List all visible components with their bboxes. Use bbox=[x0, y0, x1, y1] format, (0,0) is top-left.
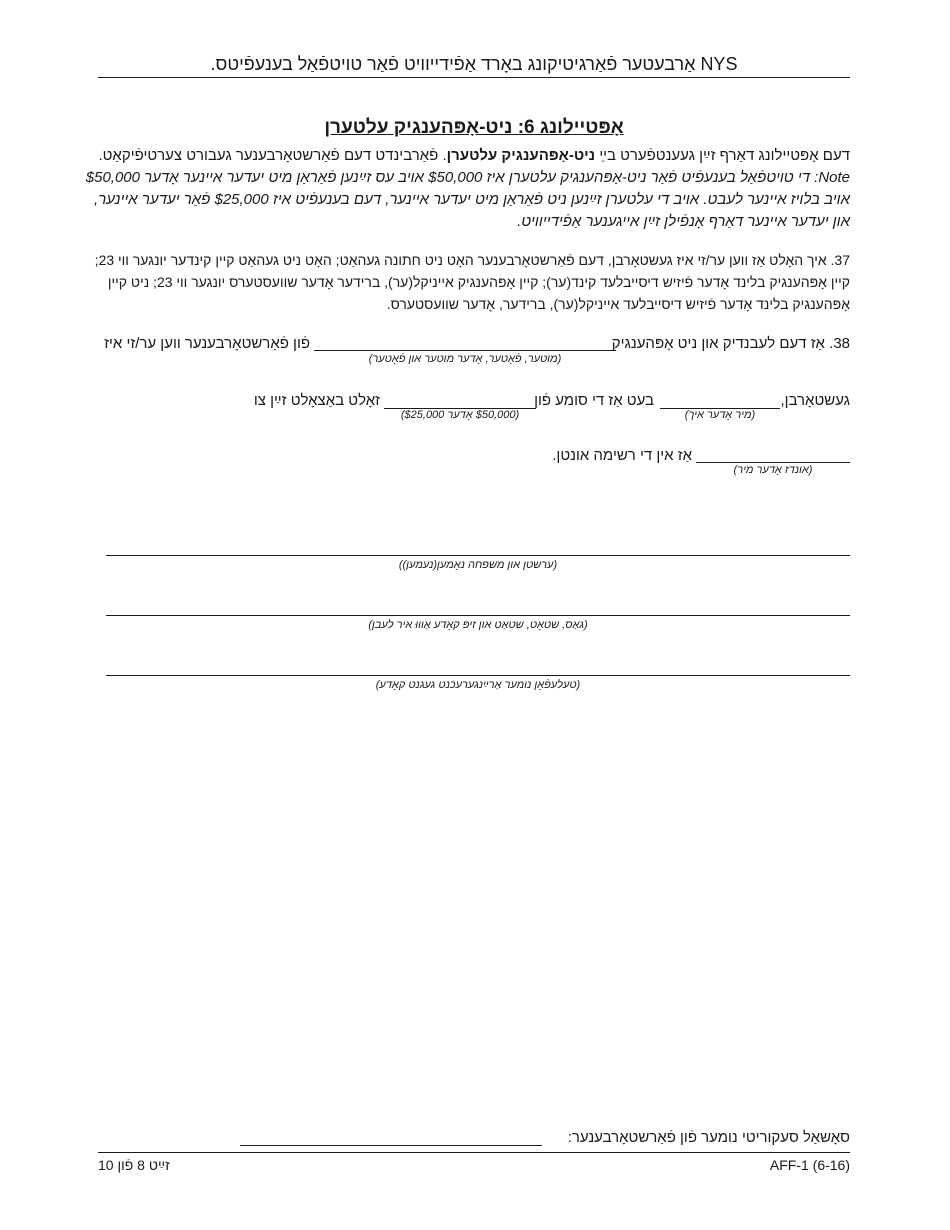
q38-after-parent: פֿון פֿאַרשטאָרבענער ווען ער/זי איז bbox=[104, 335, 310, 352]
ssn-label: סאָשאַל סעקוריטי נומער פֿון פֿאַרשטאָרבענער: bbox=[567, 1129, 850, 1146]
name-caption: (ערשטן און משפחה נאָמען(נעמען)) bbox=[398, 559, 558, 571]
q38-died: געשטאָרבן, bbox=[780, 392, 850, 409]
section-title: אָפּטיילונג 6: ניט-אָפּהענגיק עלטערן bbox=[324, 117, 624, 138]
parent-field[interactable] bbox=[314, 350, 616, 351]
recipient-caption: (אונדז אָדער מיר) bbox=[733, 464, 813, 476]
q38-ask: בעט אַז די סומע פֿון bbox=[534, 392, 654, 409]
recipient-field[interactable] bbox=[696, 462, 850, 463]
section-intro bbox=[84, 145, 850, 233]
q38-paid: זאָלט באַצאָלט זײַן צו bbox=[253, 392, 380, 409]
address-field[interactable] bbox=[106, 615, 850, 616]
phone-field[interactable] bbox=[106, 675, 850, 676]
q38-start: 38. אַז דעם לעבנדיק און ניט אָפּהענגיק bbox=[611, 335, 850, 352]
intro-text: דעם אָפּטיילונג דאַרף זײַן געענטפֿערט בײַ bbox=[595, 147, 850, 164]
question-37: 37. איך האָלט אַז ווען ער/זי איז געשטאָרבן, דעם פֿאַרשטאָרבענער האָט ניט חתונה געהאַט; האָט ניט געהאַט קיין קינדער יונגער ווי 23; קיין אָפּהענגיק בלינד אָדער פֿיזיש דיסייבלעד קינד(ער); קיין אָפּהענגיק אייניקל(ער), ברידער אָדער שוועסטערס יונגער ווי 23; ניט קיין אָפּהענגיק בלינד אָדער פֿיזיש דיסייבלעד אייניקל(ער), ברידער, אָדער שוועסטערס. bbox=[94, 252, 850, 312]
page-number: זײַט 8 פֿון 10 bbox=[98, 1157, 170, 1173]
pronoun-caption: (מיר אָדער איך) bbox=[684, 409, 756, 421]
intro-bold-parents: ניט-אָפּהענגיק עלטערן bbox=[446, 147, 596, 164]
ssn-field[interactable] bbox=[240, 1145, 542, 1146]
form-id: AFF-1 (6-16) bbox=[769, 1157, 850, 1173]
footer-rule bbox=[98, 1152, 850, 1153]
q38-listed: אַז אין די רשימה אונטן. bbox=[552, 447, 692, 464]
phone-caption: (טעלעפֿאָן נומער אַרײַנגערעכנט געגנט קאָדע) bbox=[375, 679, 581, 691]
intro-note: Note: די טויטפֿאַל בענעפֿיט פֿאַר ניט-אָפּהענגיק עלטערן איז $50,000 אויב עס זײַנען פֿאַראַן מיט יעדער איינער אָדער $50,000 אויב בלויז איינער לעבט. אויב די עלטערן זײַנען ניט פֿאַראַן מיט יעדער איינער, דעם בענעפֿיט איז $25,000 פֿאַר יעדער איינער, און יעדער איינער דאַרף אָנפֿילן זײַן אייגענער אַפֿידייוויט. bbox=[85, 169, 850, 230]
amount-caption: ($50,000 אָדער $25,000) bbox=[400, 409, 520, 421]
document-header: NYS אַרבעטער פֿאַרגיטיקונג באָרד אַפֿידייוויט פֿאַר טויטפֿאַל בענעפֿיטס. bbox=[210, 54, 738, 74]
address-caption: (גאַס, שטאָט, שטאַט און זיפּ קאָדע אַוווּ איר לעבן) bbox=[368, 619, 588, 631]
intro-text-2: . פֿאַרבינדט דעם פֿאַרשטאָרבענער געבורט צערטיפֿיקאַט. bbox=[98, 147, 447, 164]
name-field[interactable] bbox=[106, 555, 850, 556]
header-rule bbox=[98, 77, 850, 78]
parent-caption: (מוטער, פֿאָטער, אָדער מוטער און פֿאָטער) bbox=[368, 353, 562, 365]
